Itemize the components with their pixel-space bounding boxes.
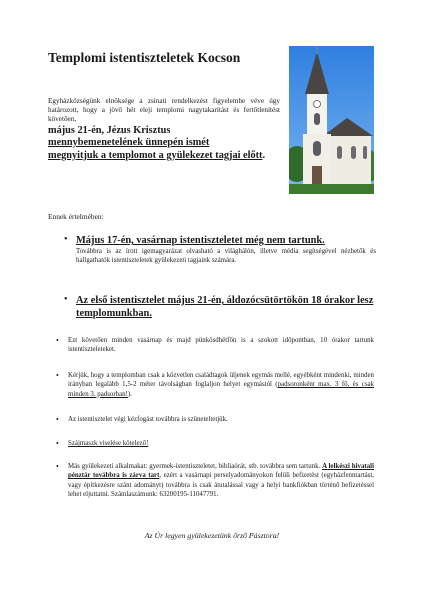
item-underlined: Szájmaszk viselése kötelező! — [68, 440, 149, 447]
list-item-other-events — [56, 462, 374, 500]
bullet-icon: • — [56, 462, 59, 471]
list-item-mask — [56, 439, 374, 448]
item-text: Ezt követően minden vasárnap és majd pünkösdhétfőn is a szokott időpontban, 10 órakor tartunk istentiszteleteket. — [68, 337, 374, 354]
notice-body: Továbbra is az írott igemagyarázat olvasható a világhálón, illetve média segítségével nézhetők és hallgathatók istentiszteletek gyülekezeti tagjaink számára. — [76, 248, 376, 264]
item-end: , ezért a vasárnapi perselyadományokon felüli befizetést (egyházfenntartást, vagy építkezésre szánt adományt) továbbra is csak átutalással vagy a helyi bankfiókban történő befizetéssel lehet eljuttatni. Számlaszámunk: 63200195-11047791. — [68, 472, 374, 499]
first-service-heading: Az első istentisztelet május 21-én, áldozócsütörtökön 18 órakor lesz templomunkban. — [76, 295, 374, 319]
item-text: Más gyülekezeti alkalmakat: gyermek-istentiszteletet, bibliaórát, stb. továbbra sem tartunk. — [68, 463, 321, 470]
bullet-icon: • — [56, 336, 59, 345]
item-text: Az istentisztelet végi kézfogást továbbra is szüneteltetjük. — [68, 416, 228, 423]
intro-strong-3: megnyitjuk a templomot a gyülekezet tagjai előtt — [48, 149, 263, 161]
list-item-handshake — [56, 415, 374, 424]
item-underlined: padsoronként max. 3 fő, és csak minden 3. padsorban! — [68, 381, 375, 398]
item-text: Kérjük, hogy a templomban csak a közvetlen családtagok üljenek egymás mellé, egyébként mindenki, minden irányban legalább 1,5-2 méter távolságban foglaljon helyet egymástól ( — [68, 372, 374, 389]
intro-strong-1: május 21-én, Jézus Krisztus — [48, 124, 171, 136]
bullet-icon: • — [56, 439, 59, 448]
bullet-icon: • — [56, 415, 59, 424]
church-illustration — [289, 46, 374, 194]
bullet-icon: • — [64, 294, 68, 305]
list-item-first-service — [64, 294, 376, 320]
bullet-icon: • — [56, 371, 59, 380]
list-item-distancing — [56, 371, 375, 399]
intro-highlight — [48, 125, 280, 163]
intro-strong-end: . — [262, 149, 266, 161]
intro-paragraph — [48, 97, 280, 162]
item-end: ). — [127, 390, 132, 398]
lead-text: Ennek értelmében: — [48, 212, 104, 221]
church-photo — [289, 46, 374, 194]
intro-text: Egyházközségünk elnöksége a zsinati rendelkezést figyelembe véve úgy határozott, hogy a jövő hét eleji templomi nagytakarítást és fertőtlenítést követően, — [48, 97, 280, 124]
item-strong: A lelkészi hivatali pénztár továbbra is zárva tart — [68, 463, 374, 480]
closing-blessing: Az Úr legyen gyülekezetünk őrző Pásztora! — [144, 531, 280, 540]
page-title: Templomi istentiszteletek Kocson — [48, 50, 241, 65]
list-item-sunday-services — [56, 336, 374, 355]
list-item-sunday-notice — [64, 234, 376, 265]
intro-strong-2: mennybemenetelének ünnepén ismét — [48, 137, 210, 149]
notice-heading: Május 17-én, vasárnap istentiszteletet még nem tartunk. — [76, 235, 325, 246]
bullet-icon: • — [64, 234, 68, 245]
